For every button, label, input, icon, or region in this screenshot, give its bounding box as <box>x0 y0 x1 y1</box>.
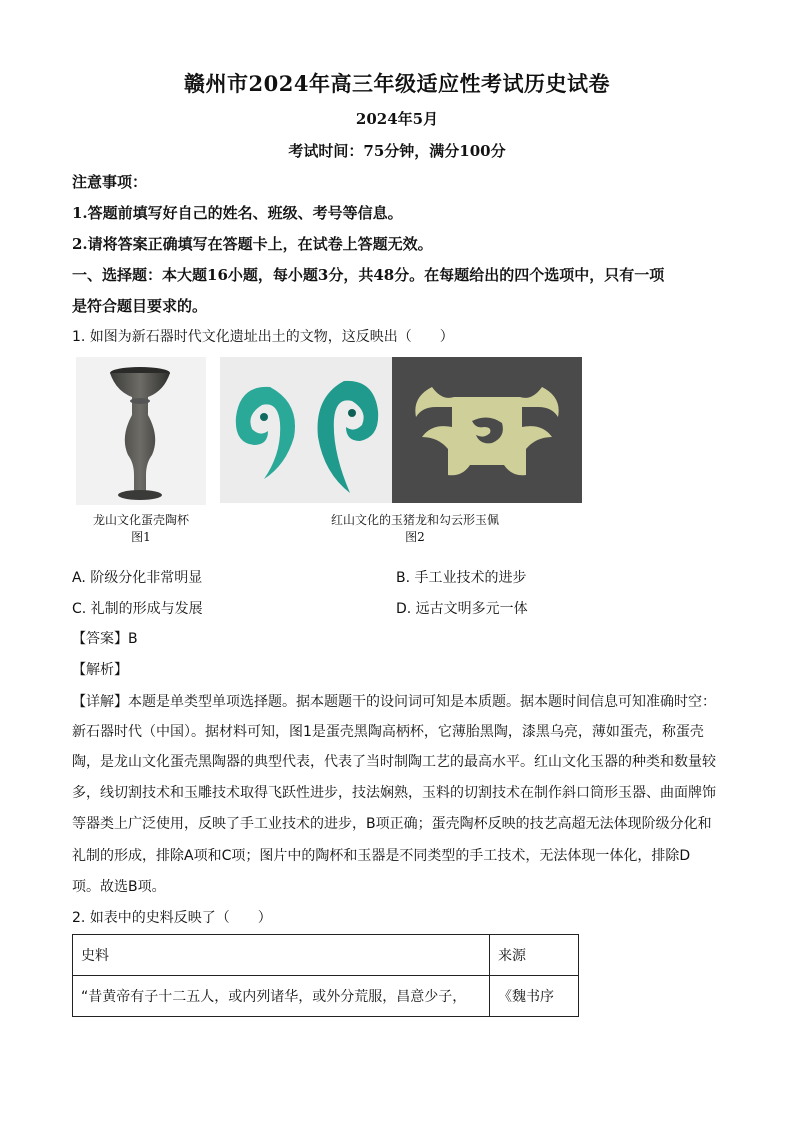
detail-line-6: 礼制的形成，排除A项和C项；图片中的陶杯和玉器是不同类型的手工技术，无法体现一体化，排除D <box>72 848 691 864</box>
eggshell-cup-image <box>76 357 206 505</box>
detail-line-3: 陶，是龙山文化蛋壳黑陶器的典型代表，代表了当时制陶工艺的最高水平。红山文化玉器的种类和数量较 <box>72 754 716 770</box>
exam-time: 考试时间：75分钟，满分100分 <box>288 142 506 160</box>
section-heading-line-1: 一、选择题：本大题16小题，每小题3分，共48分。在每题给出的四个选项中，只有一项 <box>72 266 665 284</box>
analysis-tag: 【解析】 <box>72 662 128 678</box>
page-title: 赣州市2024年高三年级适应性考试历史试卷 <box>184 71 610 96</box>
figure-2-caption <box>300 512 530 546</box>
detail-line-4: 多，线切割技术和玉雕技术取得飞跃性进步，技法娴熟，玉料的切割技术在制作斜口筒形玉器、曲面牌饰 <box>72 785 716 801</box>
cloud-jade-pendant-image <box>392 357 582 503</box>
option-b: B. 手工业技术的进步 <box>396 570 527 586</box>
detail-line-1: 【详解】本题是单类型单项选择题。据本题题干的设问词可知是本质题。据本题时间信息可知准确时空： <box>72 694 716 710</box>
notes-heading: 注意事项： <box>72 173 148 191</box>
jade-pig-dragon-image <box>220 357 392 503</box>
answer-tag: 【答案】B <box>72 631 138 647</box>
exam-date: 2024年5月 <box>355 110 439 128</box>
table-header-cell: 来源 <box>490 935 579 976</box>
notes-item-1: 1.答题前填写好自己的姓名、班级、考号等信息。 <box>72 204 403 222</box>
source-table <box>72 934 579 1017</box>
figure-1-label: 图1 <box>131 530 151 544</box>
table-header-row <box>73 935 579 976</box>
figure-1-title: 龙山文化蛋壳陶杯 <box>92 513 189 527</box>
option-a: A. 阶级分化非常明显 <box>72 570 203 586</box>
table-row <box>73 976 579 1017</box>
table-cell: 《魏书序 <box>490 976 579 1017</box>
question-1-stem: 1. 如图为新石器时代文化遗址出土的文物，这反映出（ ） <box>72 329 454 345</box>
figure-1-caption <box>76 512 206 546</box>
figure-2-label: 图2 <box>405 530 425 544</box>
table-header-cell: 史料 <box>73 935 490 976</box>
section-heading-line-2: 是符合题目要求的。 <box>72 297 208 315</box>
notes-item-2: 2.请将答案正确填写在答题卡上，在试卷上答题无效。 <box>72 235 433 253</box>
option-d: D. 远古文明多元一体 <box>396 601 528 617</box>
detail-line-7: 项。故选B项。 <box>72 879 166 895</box>
detail-line-5: 等器类上广泛使用，反映了手工业技术的进步，B项正确；蛋壳陶杯反映的技艺高超无法体现阶级分化和 <box>72 816 712 832</box>
question-2-stem: 2. 如表中的史料反映了（ ） <box>72 910 272 926</box>
detail-line-2: 新石器时代（中国）。据材料可知，图1是蛋壳黑陶高柄杯，它薄胎黑陶，漆黑乌亮，薄如蛋壳，称蛋壳 <box>72 724 704 740</box>
figure-2-title: 红山文化的玉猪龙和勾云形玉佩 <box>330 513 499 527</box>
table-cell: “昔黄帝有子十二五人，或内列诸华，或外分荒服，昌意少子， <box>73 976 490 1017</box>
option-c: C. 礼制的形成与发展 <box>72 601 203 617</box>
